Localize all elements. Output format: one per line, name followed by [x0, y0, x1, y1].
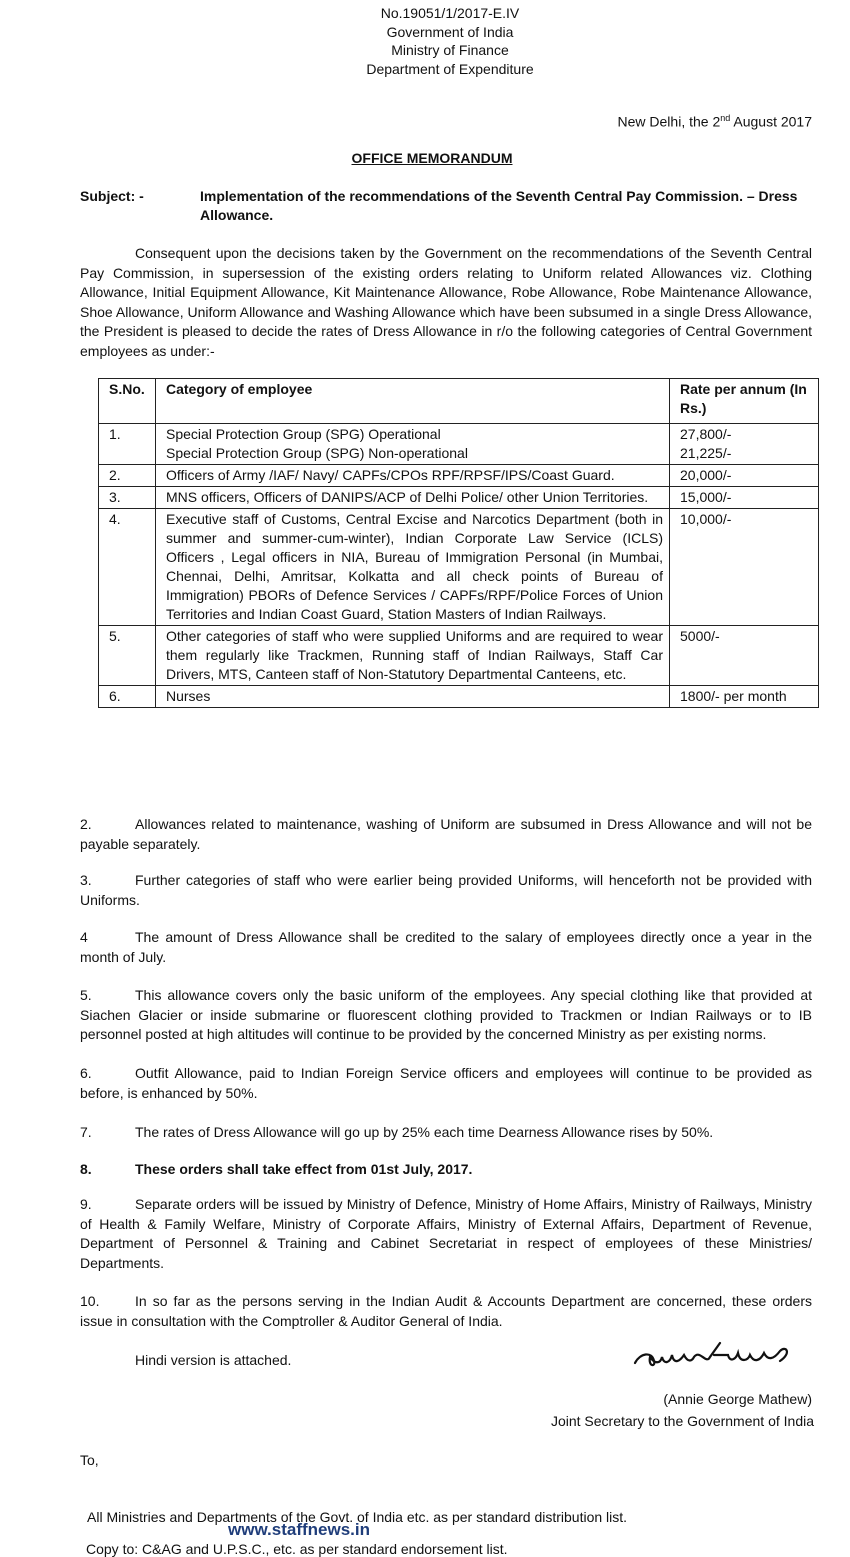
paragraph-text: In so far as the persons serving in the Indian Audit & Accounts Department are concerned, these orders issue in consultation with the Comptroller & Auditor General of India.	[80, 1293, 812, 1329]
row-category: Other categories of staff who were supplied Uniforms and are required to wear them regularly like Trackmen, Running staff of Indian Railways, Staff Car Drivers, MTS, Canteen staff of Non-Statutory Departmental Canteens, etc.	[156, 626, 670, 686]
paragraph-text: This allowance covers only the basic uniform of the employees. Any special clothing like that provided at Siachen Glacier or inside submarine or fluorescent clothing provided to Trackmen or Indian Railways or to IB personnel posted at high altitudes will continue to be provided by the concerned Ministry as per existing norms.	[80, 987, 812, 1042]
paragraph-8	[80, 1160, 812, 1180]
paragraph-number: 5.	[80, 987, 92, 1003]
signature	[630, 1335, 800, 1378]
signature-icon	[630, 1335, 800, 1375]
paragraph-2	[80, 815, 812, 854]
row-sno: 2.	[99, 465, 156, 487]
paragraph-text: Separate orders will be issued by Ministry of Defence, Ministry of Home Affairs, Ministry of Railways, Ministry of Health & Family Welfare, Ministry of Corporate Affairs, Ministry of External Affairs, Department of Revenue, Department of Personnel & Training and Cabinet Secretariat in respect of employees of these Ministries/ Departments.	[80, 1196, 812, 1271]
signatory-block	[551, 1388, 814, 1432]
government-name: Government of India	[386, 23, 514, 40]
paragraph-text: The rates of Dress Allowance will go up by 25% each time Dearness Allowance rises by 50%.	[135, 1124, 714, 1140]
paragraph-text: Further categories of staff who were earlier being provided Uniforms, will henceforth not be provided with Uniforms.	[80, 872, 812, 908]
memo-title: OFFICE MEMORANDUM	[351, 150, 513, 166]
paragraph-number: 4	[80, 929, 88, 945]
row-category: MNS officers, Officers of DANIPS/ACP of Delhi Police/ other Union Territories.	[156, 487, 670, 509]
header-category: Category of employee	[156, 379, 670, 424]
rate-line: 21,225/-	[680, 445, 732, 461]
row-sno: 1.	[99, 424, 156, 465]
row-sno: 5.	[99, 626, 156, 686]
paragraph-7	[80, 1123, 812, 1143]
paragraph-number: 2.	[80, 816, 92, 832]
paragraph-number: 9.	[80, 1196, 92, 1212]
header-rate: Rate per annum (In Rs.)	[670, 379, 819, 424]
watermark-url: www.staffnews.in	[228, 1520, 371, 1539]
category-line: Special Protection Group (SPG) Operational	[166, 426, 441, 442]
date-prefix: New Delhi, the 2	[617, 113, 721, 130]
signatory-designation: Joint Secretary to the Government of India	[550, 1413, 814, 1429]
category-line: Special Protection Group (SPG) Non-operational	[166, 445, 468, 461]
row-sno: 3.	[99, 487, 156, 509]
hindi-note: Hindi version is attached.	[135, 1352, 292, 1368]
paragraph-number: 8.	[80, 1161, 92, 1177]
subject-label: Subject: -	[80, 188, 144, 204]
paragraph-4	[80, 928, 812, 967]
paragraph-number: 10.	[80, 1293, 100, 1309]
paragraph-number: 7.	[80, 1124, 92, 1140]
table-row	[99, 487, 819, 509]
department-name: Department of Expenditure	[366, 60, 534, 77]
paragraph-9	[80, 1195, 812, 1273]
table-row	[99, 509, 819, 626]
row-rate: 15,000/-	[670, 487, 819, 509]
table-row	[99, 424, 819, 465]
row-rate	[670, 424, 819, 465]
rate-line: 27,800/-	[680, 426, 732, 442]
header-sno: S.No.	[99, 379, 156, 424]
row-rate: 5000/-	[670, 626, 819, 686]
table-row	[99, 465, 819, 487]
row-rate: 10,000/-	[670, 509, 819, 626]
paragraph-text: These orders shall take effect from 01st July, 2017.	[135, 1161, 473, 1177]
table-row	[99, 626, 819, 686]
row-sno: 6.	[99, 686, 156, 708]
subject-text: Implementation of the recommendations of the Seventh Central Pay Commission. – Dress Allowance.	[200, 188, 798, 223]
paragraph-text: Allowances related to maintenance, washing of Uniform are subsumed in Dress Allowance and will not be payable separately.	[80, 816, 812, 852]
ministry-name: Ministry of Finance	[391, 42, 509, 58]
date-sup: nd	[720, 113, 731, 123]
subject	[80, 187, 813, 225]
paragraph-number: 3.	[80, 872, 92, 888]
table-header-row	[99, 379, 819, 424]
row-rate: 20,000/-	[670, 465, 819, 487]
memo-date	[618, 113, 812, 130]
copy-to: Copy to: C&AG and U.P.S.C., etc. as per standard endorsement list.	[86, 1541, 508, 1557]
table-row	[99, 686, 819, 708]
row-category: Executive staff of Customs, Central Excise and Narcotics Department (both in summer and summer-cum-winter), Indian Corporate Law Service (ICLS) Officers , Legal officers in NIA, Bureau of Immigration Personal (in Mumbai, Chennai, Delhi, Amritsar, Kolkatta and all check points of Bureau of Immigration) PBORs of Defence Services / CAPFs/RPF/Police Forces of Union Territories and Indian Coast Guard, Station Masters of Indian Railways.	[156, 509, 670, 626]
date-suffix: August 2017	[730, 113, 812, 130]
intro-paragraph: Consequent upon the decisions taken by the Government on the recommendations of the Seventh Central Pay Commission, in supersession of the existing orders relating to Uniform related Allowances viz. Clothing Allowance, Initial Equipment Allowance, Kit Maintenance Allowance, Robe Allowance, Robe Maintenance Allowance, Shoe Allowance, Uniform Allowance and Washing Allowance which have been subsumed in a single Dress Allowance, the President is pleased to decide the rates of Dress Allowance in r/o the following categories of Central Government employees as under:-	[80, 245, 812, 359]
row-category: Nurses	[156, 686, 670, 708]
paragraph-3	[80, 871, 812, 910]
allowance-table	[98, 378, 819, 708]
file-number: No.19051/1/2017-E.IV	[380, 5, 520, 21]
row-rate: 1800/- per month	[670, 686, 819, 708]
memo-header	[300, 4, 600, 78]
paragraph-number: 6.	[80, 1065, 92, 1081]
distribution-list: All Ministries and Departments of the Govt. of India etc. as per standard distribution list.	[87, 1509, 628, 1525]
paragraph-10	[80, 1292, 812, 1331]
signatory-name: (Annie George Mathew)	[663, 1391, 812, 1407]
to-label: To,	[80, 1452, 99, 1468]
row-category: Officers of Army /IAF/ Navy/ CAPFs/CPOs RPF/RPSF/IPS/Coast Guard.	[156, 465, 670, 487]
paragraph-text: Outfit Allowance, paid to Indian Foreign Service officers and employees will continue to be provided as before, is enhanced by 50%.	[80, 1065, 812, 1101]
paragraph-text: The amount of Dress Allowance shall be credited to the salary of employees directly once a year in the month of July.	[80, 929, 812, 965]
row-category	[156, 424, 670, 465]
paragraph-6	[80, 1064, 812, 1103]
paragraph-5	[80, 986, 812, 1045]
row-sno: 4.	[99, 509, 156, 626]
